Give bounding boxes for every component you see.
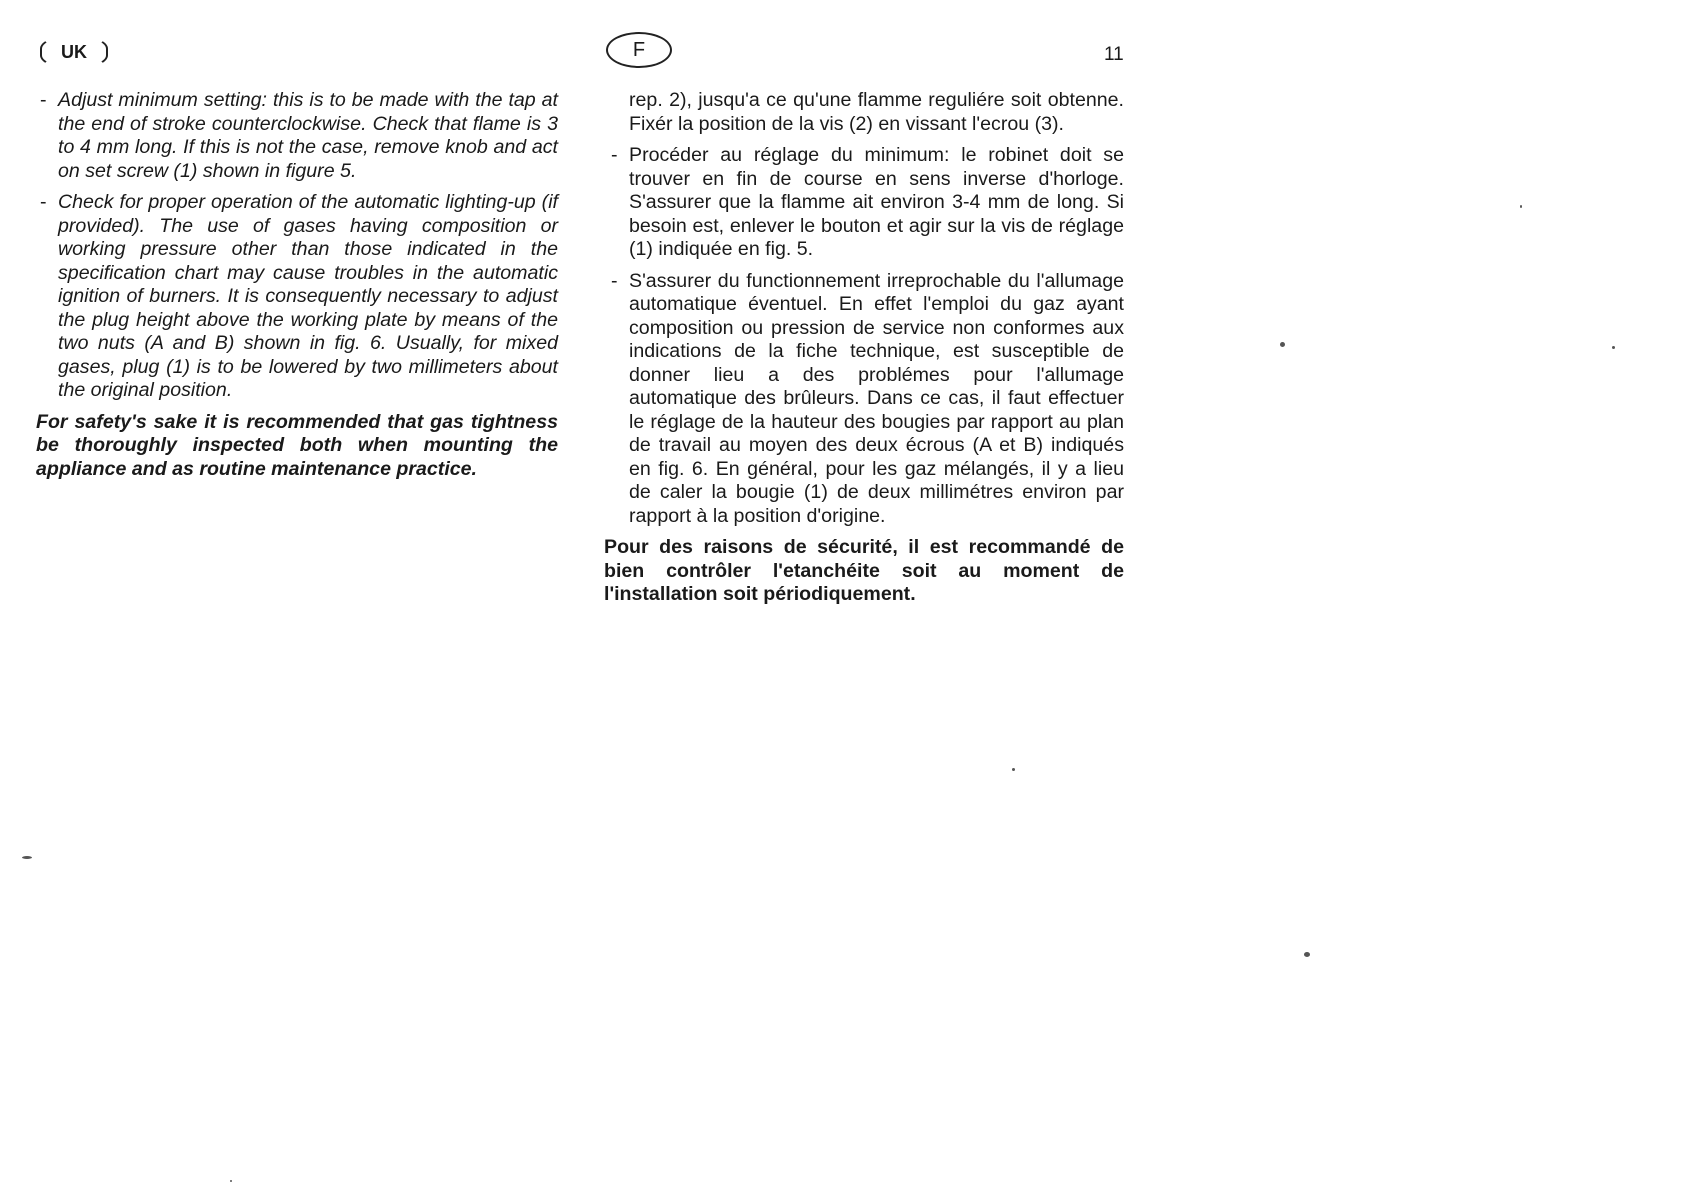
- scan-speck: [1280, 342, 1285, 347]
- fr-badge-label: F: [632, 38, 646, 61]
- uk-badge-label: UK: [61, 41, 87, 62]
- french-safety-note: Pour des raisons de sécurité, il est recommandé de bien contrôler l'etanchéite soit au moment de l'installation soit périodiquement.: [604, 536, 1124, 605]
- scan-speck: [1612, 346, 1615, 349]
- french-item-reglage-minimum: - Procéder au réglage du minimum: le robinet doit se trouver en fin de course en sens inverse d'horloge. S'assurer que la flamme ait environ 3-4 mm de long. Si besoin est, enlever le bouton et agir sur la vis de réglage (1) indiquée en fig. 5.: [607, 144, 1124, 262]
- french-continuation-text: rep. 2), jusqu'a ce qu'une flamme reguliére soit obtenne. Fixér la position de la vis (2) en vissant l'ecrou (3).: [629, 89, 1124, 135]
- french-language-badge: [606, 32, 672, 68]
- scan-speck: [1012, 768, 1015, 771]
- french-item-allumage-automatique: - S'assurer du functionnement irreprochable du l'allumage automatique éventuel. En effet l'emploi du gaz ayant composition ou pression de service non conformes aux indications de la fiche technique, est susceptible de donner lieu a des problémes pour l'allumage automatique des brûleurs. Dans ce cas, il faut effectuer le réglage de la hauteur des bougies par rapport au plan de travail au moyen des deux écrous (A et B) indiqués en fig. 6. En général, pour les gaz mélangés, il y a lieu de caler la bougie (1) de deux millimétres environ par rapport à la position d'origine.: [607, 270, 1124, 529]
- french-column: [604, 89, 1124, 607]
- scan-speck: [1520, 205, 1522, 208]
- uk-language-badge: [40, 36, 108, 68]
- page-number: 11: [1104, 44, 1124, 65]
- english-safety-note: For safety's sake it is recommended that gas tightness be thoroughly inspected both when mounting the appliance and as routine maintenance practice.: [36, 410, 558, 480]
- english-item-automatic-lighting: - Check for proper operation of the automatic lighting-up (if provided). The use of gases having composition or working pressure other than those indicated in the specification chart may cause troubles in the automatic ignition of burners. It is consequently necessary to adjust the plug height above the working plate by means of the two nuts (A and B) shown in fig. 6. Usually, for mixed gases, plug (1) is to be lowered by two millimeters about the original position.: [36, 191, 558, 403]
- scan-speck: [1304, 952, 1310, 957]
- english-column: [36, 89, 558, 481]
- english-item-minimum-setting: - Adjust minimum setting: this is to be made with the tap at the end of stroke counterclockwise. Check that flame is 3 to 4 mm long. If this is not the case, remove knob and act on set screw (1) shown in figure 5.: [36, 89, 558, 183]
- scan-speck: [22, 856, 32, 859]
- scan-speck: [230, 1180, 232, 1182]
